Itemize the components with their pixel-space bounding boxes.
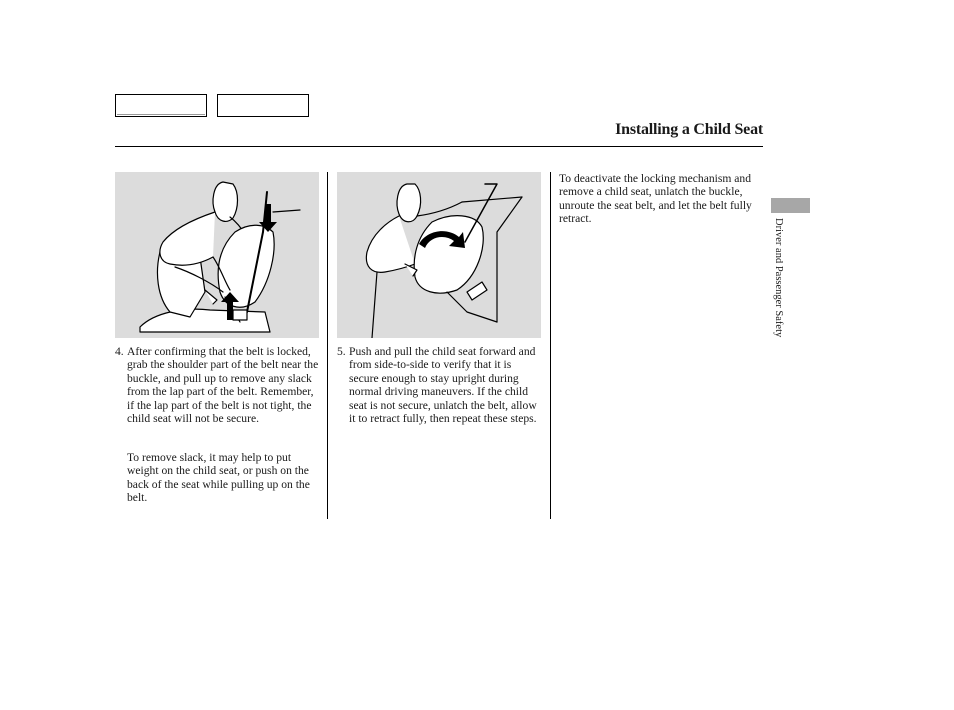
person-pushing-seat-icon xyxy=(337,172,541,338)
column-divider xyxy=(327,172,328,519)
nav-button-underline xyxy=(117,114,205,115)
illustration-tightening-belt xyxy=(115,172,319,338)
step-4-note: To remove slack, it may help to put weight on the child seat, or push on the back of the seat while pulling up on the belt. xyxy=(127,451,310,505)
step-number: 5. xyxy=(337,345,346,358)
step-5 xyxy=(337,345,542,425)
page-title: Installing a Child Seat xyxy=(615,121,763,138)
nav-button-index[interactable] xyxy=(217,94,309,117)
illustration-pushing-seat xyxy=(337,172,541,338)
column-divider xyxy=(550,172,551,519)
step-text: Push and pull the child seat forward and from side-to-side to verify that it is secure enough to stay upright during normal driving maneuvers. If the child seat is not secure, unlatch the belt, allow it to retract fully, then repeat these steps. xyxy=(349,345,537,426)
nav-button-main-menu[interactable] xyxy=(115,94,207,117)
step-number: 4. xyxy=(115,345,124,358)
step-text: After confirming that the belt is locked, grab the shoulder part of the belt near the buckle, and pull up to remove any slack from the lap part of the belt. Remember, if the lap part of the belt is not tight, the child seat will not be secure. xyxy=(127,345,319,426)
person-tightening-belt-icon xyxy=(115,172,319,338)
title-divider xyxy=(115,146,763,147)
deactivate-locking-text: To deactivate the locking mechanism and remove a child seat, unlatch the buckle, unroute the seat belt, and let the belt fully retract. xyxy=(559,172,752,226)
section-label: Driver and Passenger Safety xyxy=(773,218,784,338)
step-4 xyxy=(115,345,320,425)
section-tab-marker[interactable] xyxy=(771,198,810,213)
